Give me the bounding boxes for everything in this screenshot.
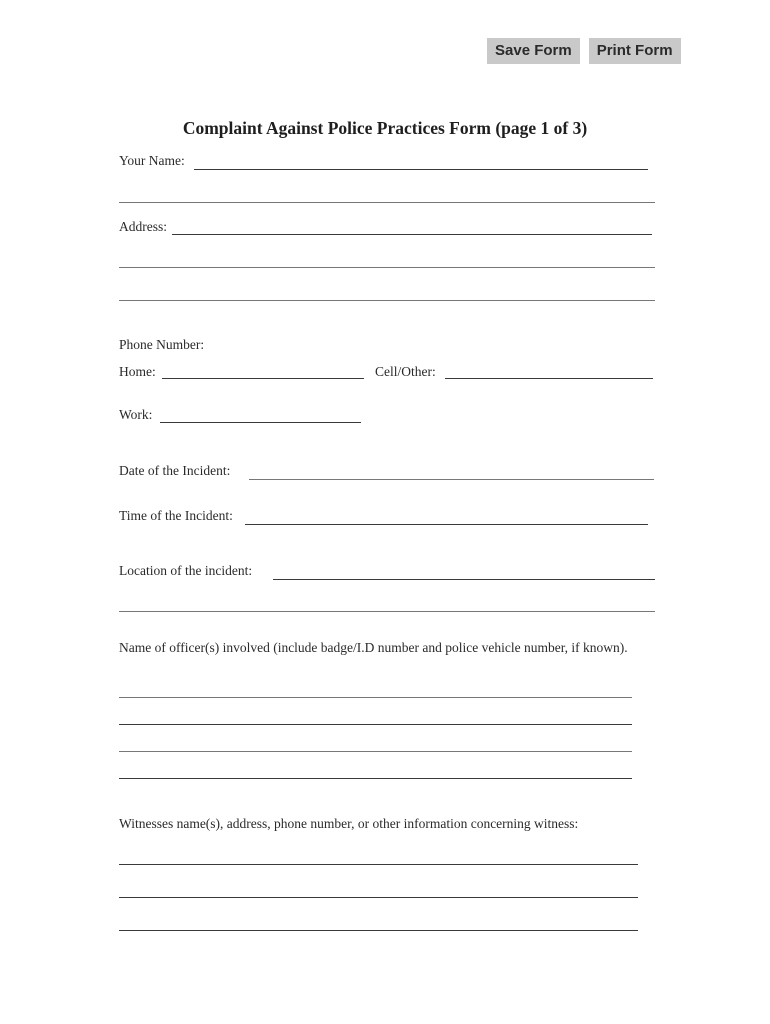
print-form-button[interactable]: Print Form	[589, 38, 681, 64]
time-of-incident-line[interactable]	[245, 524, 648, 525]
cell-other-label: Cell/Other:	[375, 364, 436, 379]
home-phone-label: Home:	[119, 364, 156, 379]
home-phone-line[interactable]	[162, 378, 364, 379]
officers-line-3[interactable]	[119, 751, 632, 752]
officers-line-2[interactable]	[119, 724, 632, 725]
work-phone-label: Work:	[119, 407, 153, 422]
address-line-3[interactable]	[119, 300, 655, 301]
form-title: Complaint Against Police Practices Form (page 1 of 3)	[182, 118, 588, 138]
your-name-line-2[interactable]	[119, 202, 655, 203]
witnesses-line-1[interactable]	[119, 864, 638, 865]
cell-other-line[interactable]	[445, 378, 653, 379]
officers-line-4[interactable]	[119, 778, 632, 779]
address-line-2[interactable]	[119, 267, 655, 268]
location-of-incident-label: Location of the incident:	[119, 563, 253, 578]
witnesses-line-2[interactable]	[119, 897, 638, 898]
date-of-incident-label: Date of the Incident:	[119, 463, 231, 478]
your-name-label: Your Name:	[119, 153, 185, 168]
officers-involved-label: Name of officer(s) involved (include badge/I.D number and police vehicle number, if known).	[119, 640, 628, 655]
your-name-line[interactable]	[194, 169, 648, 170]
address-line-1[interactable]	[172, 234, 652, 235]
time-of-incident-label: Time of the Incident:	[119, 508, 233, 523]
date-of-incident-line[interactable]	[249, 479, 654, 480]
location-line-2[interactable]	[119, 611, 655, 612]
save-form-button[interactable]: Save Form	[487, 38, 580, 64]
form-toolbar	[487, 38, 681, 64]
witnesses-line-3[interactable]	[119, 930, 638, 931]
location-line-1[interactable]	[273, 579, 655, 580]
officers-line-1[interactable]	[119, 697, 632, 698]
work-phone-line[interactable]	[160, 422, 361, 423]
phone-number-label: Phone Number:	[119, 337, 205, 352]
address-label: Address:	[119, 219, 167, 234]
witnesses-label: Witnesses name(s), address, phone number, or other information concerning witness:	[119, 816, 579, 831]
